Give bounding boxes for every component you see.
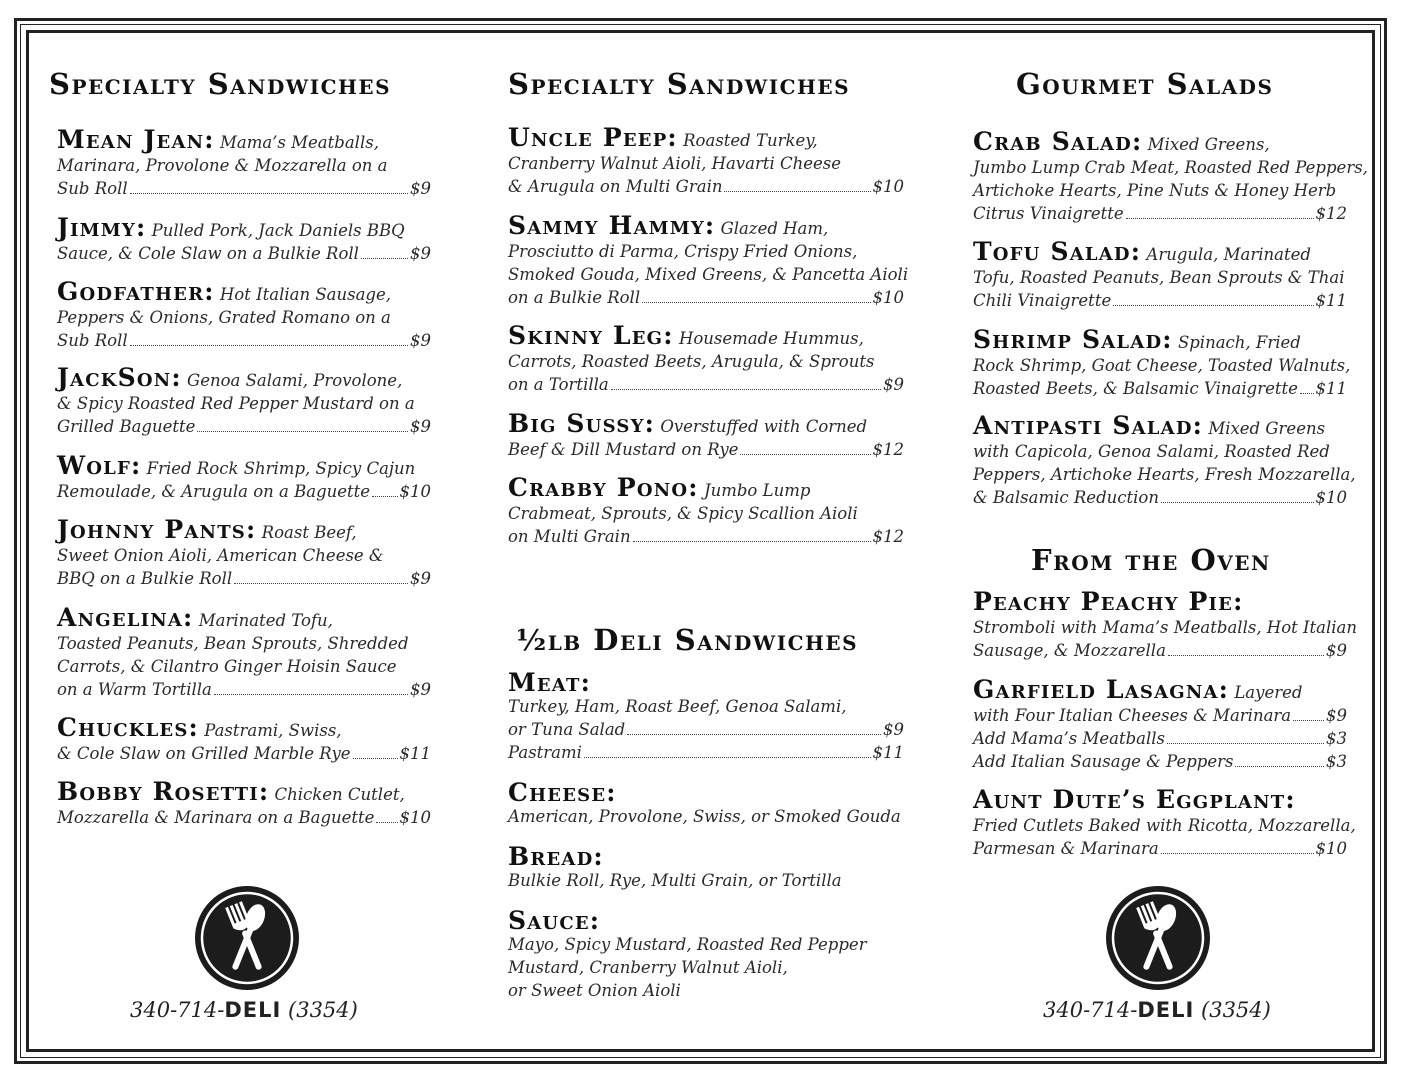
item-price: $9 [1326, 706, 1347, 725]
item-price: $10 [872, 288, 904, 307]
section-title: Specialty Sandwiches [508, 67, 851, 101]
item-price-line: Sub Roll $9 [57, 179, 431, 198]
item-description: Tofu, Roasted Peanuts, Bean Sprouts & Thai [973, 268, 1345, 287]
item-description: Genoa Salami, Provolone, [187, 371, 403, 390]
item-name: Godfather: [57, 277, 215, 306]
item-description: Fried Rock Shrimp, Spicy Cajun [146, 459, 416, 478]
section-title: Gourmet Salads [1016, 67, 1274, 101]
item-description: Stromboli with Mama’s Meatballs, Hot Italian [973, 618, 1358, 637]
item-price: $9 [410, 569, 431, 588]
item-price: $11 [1315, 379, 1347, 398]
item-description: Hot Italian Sausage, [219, 285, 391, 304]
item-description: Peppers, Artichoke Hearts, Fresh Mozzarella, [973, 465, 1356, 484]
item-price: $9 [883, 375, 904, 394]
menu-item [973, 325, 1351, 400]
item-description: Chicken Cutlet, [274, 785, 405, 804]
item-description: Pulled Pork, Jack Daniels BBQ [151, 221, 405, 240]
item-name: Johnny Pants: [57, 515, 257, 544]
item-price-line: & Balsamic Reduction $10 [973, 488, 1347, 507]
item-name: Uncle Peep: [508, 123, 678, 152]
item-price-line: on Multi Grain $12 [508, 527, 904, 546]
item-description: Mama’s Meatballs, [219, 133, 379, 152]
sauce-heading: Sauce: [508, 906, 601, 935]
item-price: $10 [399, 482, 431, 501]
item-description: Jumbo Lump [703, 481, 811, 500]
item-description: Pastrami, Swiss, [204, 721, 342, 740]
meat-line: Turkey, Ham, Roast Beef, Genoa Salami, [508, 697, 847, 716]
fork-spoon-logo-icon [195, 886, 299, 990]
item-price: $10 [1315, 488, 1347, 507]
item-price: $11 [399, 744, 431, 763]
item-description: Spinach, Fried [1177, 333, 1301, 352]
item-price-line: Sausage, & Mozzarella $9 [973, 641, 1347, 660]
item-description: Marinated Tofu, [198, 611, 333, 630]
menu-item [57, 363, 431, 438]
item-description: Peppers & Onions, Grated Romano on a [57, 308, 391, 327]
item-description: Carrots, Roasted Beets, Arugula, & Sprouts [508, 352, 875, 371]
item-name: Big Sussy: [508, 409, 656, 438]
fork-spoon-logo-icon [1106, 886, 1210, 990]
item-price-line: on a Warm Tortilla $9 [57, 680, 431, 699]
item-description: Roast Beef, [261, 523, 357, 542]
item-name: Crab Salad: [973, 127, 1143, 156]
item-name: Antipasti Salad: [973, 411, 1204, 440]
item-description: Glazed Ham, [720, 219, 829, 238]
item-description: & Spicy Roasted Red Pepper Mustard on a [57, 394, 415, 413]
item-addon: Add Mama’s Meatballs $3 [973, 729, 1347, 748]
item-description: Housemade Hummus, [678, 329, 864, 348]
item-price-line: Grilled Baguette $9 [57, 417, 431, 436]
item-name: Wolf: [57, 451, 142, 480]
menu-item [508, 473, 904, 548]
item-price: $9 [410, 417, 431, 436]
item-name: Shrimp Salad: [973, 325, 1173, 354]
menu-item [57, 125, 431, 200]
item-name: JackSon: [57, 363, 182, 392]
item-price-line: Parmesan & Marinara $10 [973, 839, 1347, 858]
item-price-line: on a Bulkie Roll $10 [508, 288, 904, 307]
item-description: Prosciutto di Parma, Crispy Fried Onions, [508, 242, 858, 261]
item-price-line: Sub Roll $9 [57, 331, 431, 350]
item-name: Crabby Pono: [508, 473, 699, 502]
item-description: Artichoke Hearts, Pine Nuts & Honey Herb [973, 181, 1337, 200]
item-description: Layered [1234, 683, 1303, 702]
item-name: Garfield Lasagna: [973, 675, 1230, 704]
item-description: Crabmeat, Sprouts, & Spicy Scallion Aioli [508, 504, 858, 523]
item-name: Angelina: [57, 603, 194, 632]
item-description: Roasted Turkey, [683, 131, 818, 150]
sauce-options: Mayo, Spicy Mustard, Roasted Red Pepper Mustard, Cranberry Walnut Aioli, or Sweet Onion Aioli [508, 935, 867, 1000]
item-description: Fried Cutlets Baked with Ricotta, Mozzarella, [973, 816, 1356, 835]
item-price-line: & Arugula on Multi Grain $10 [508, 177, 904, 196]
menu-item [973, 237, 1347, 312]
item-price-line: with Four Italian Cheeses & Marinara $9 [973, 706, 1347, 725]
menu-item [57, 213, 431, 265]
item-price: $9 [410, 179, 431, 198]
item-price-line: on a Tortilla $9 [508, 375, 904, 394]
phone-number: 340-714-DELI (3354) [1043, 998, 1271, 1022]
bread-options: Bulkie Roll, Rye, Multi Grain, or Tortilla [508, 871, 842, 890]
item-description: Mixed Greens [1208, 419, 1326, 438]
menu-item [973, 785, 1356, 860]
item-name: Chuckles: [57, 713, 199, 742]
item-price-line: Chili Vinaigrette $11 [973, 291, 1347, 310]
oven-section-title: From the Oven [1031, 543, 1271, 577]
item-price: $9 [410, 331, 431, 350]
item-description: Rock Shrimp, Goat Cheese, Toasted Walnuts, [973, 356, 1351, 375]
menu-item [973, 127, 1368, 225]
item-price-line: Remoulade, & Arugula on a Baguette $10 [57, 482, 431, 501]
item-price-line: Sauce, & Cole Slaw on a Bulkie Roll $9 [57, 244, 431, 263]
item-description: Carrots, & Cilantro Ginger Hoisin Sauce [57, 657, 397, 676]
item-description: Toasted Peanuts, Bean Sprouts, Shredded [57, 634, 409, 653]
menu-item [57, 603, 431, 701]
item-description: Arugula, Marinated [1146, 245, 1311, 264]
menu-item [973, 675, 1347, 773]
pastrami-price-line: Pastrami $11 [508, 743, 904, 762]
cheese-options: American, Provolone, Swiss, or Smoked Gouda [508, 807, 901, 826]
item-name: Skinny Leg: [508, 321, 674, 350]
menu-item [508, 211, 909, 309]
menu-item [57, 713, 431, 765]
menu-item [508, 409, 904, 461]
menu-item [973, 411, 1356, 509]
item-name: Peachy Peachy Pie: [973, 587, 1244, 616]
item-description: Jumbo Lump Crab Meat, Roasted Red Peppers, [973, 158, 1368, 177]
item-price: $11 [1315, 291, 1347, 310]
phone-number: 340-714-DELI (3354) [130, 998, 358, 1022]
item-description: Overstuffed with Corned [660, 417, 868, 436]
item-name: Mean Jean: [57, 125, 215, 154]
menu-item [508, 321, 904, 396]
item-description: with Capicola, Genoa Salami, Roasted Red [973, 442, 1330, 461]
item-name: Tofu Salad: [973, 237, 1142, 266]
item-description: Mixed Greens, [1147, 135, 1270, 154]
meat-price-line: or Tuna Salad $9 [508, 720, 904, 739]
bread-heading: Bread: [508, 842, 604, 871]
item-price: $10 [399, 808, 431, 827]
item-name: Jimmy: [57, 213, 147, 242]
item-price-line: Roasted Beets, & Balsamic Vinaigrette $11 [973, 379, 1347, 398]
item-price: $9 [410, 680, 431, 699]
item-price: $9 [1326, 641, 1347, 660]
item-price: $12 [872, 527, 904, 546]
cheese-heading: Cheese: [508, 778, 617, 807]
item-description: Smoked Gouda, Mixed Greens, & Pancetta Aioli [508, 265, 909, 284]
menu-item [57, 515, 431, 590]
menu-item [57, 451, 431, 503]
item-price-line: BBQ on a Bulkie Roll $9 [57, 569, 431, 588]
item-price: $12 [1315, 204, 1347, 223]
deli-section-title: ½lb Deli Sandwiches [516, 623, 859, 657]
menu-item [508, 123, 904, 198]
item-price: $10 [1315, 839, 1347, 858]
menu-item [57, 277, 431, 352]
item-price-line: Citrus Vinaigrette $12 [973, 204, 1347, 223]
item-description: Sweet Onion Aioli, American Cheese & [57, 546, 384, 565]
item-price-line: Mozzarella & Marinara on a Baguette $10 [57, 808, 431, 827]
item-price-line: & Cole Slaw on Grilled Marble Rye $11 [57, 744, 431, 763]
item-description: Cranberry Walnut Aioli, Havarti Cheese [508, 154, 842, 173]
item-price: $10 [872, 177, 904, 196]
item-price: $9 [410, 244, 431, 263]
item-name: Aunt Dute’s Eggplant: [973, 785, 1296, 814]
meat-heading: Meat: [508, 668, 591, 697]
item-price: $12 [872, 440, 904, 459]
menu-item [57, 777, 431, 829]
meat-options [508, 695, 904, 764]
menu-item [973, 587, 1358, 662]
item-addon: Add Italian Sausage & Peppers $3 [973, 752, 1347, 771]
section-title: Specialty Sandwiches [49, 67, 392, 101]
item-name: Bobby Rosetti: [57, 777, 270, 806]
item-name: Sammy Hammy: [508, 211, 716, 240]
item-price-line: Beef & Dill Mustard on Rye $12 [508, 440, 904, 459]
item-description: Marinara, Provolone & Mozzarella on a [57, 156, 388, 175]
